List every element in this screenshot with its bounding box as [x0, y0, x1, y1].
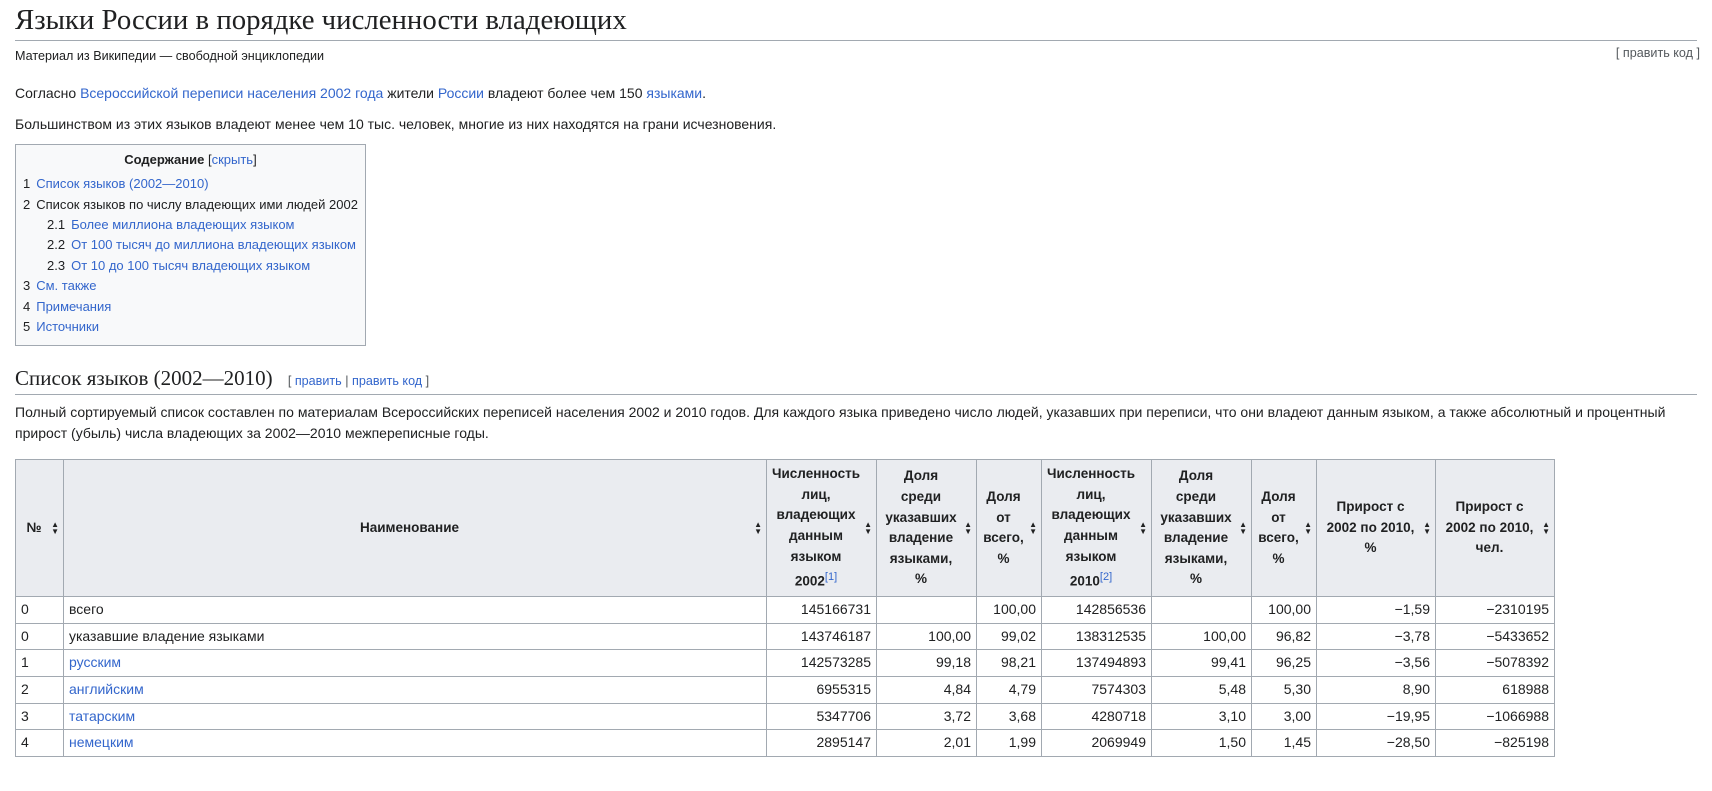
cell-number: 0 — [16, 597, 64, 624]
intro-text: . — [702, 85, 707, 102]
reference-1-link[interactable]: [1] — [824, 571, 838, 584]
language-link[interactable]: русским — [69, 654, 122, 671]
column-header-share-speakers-2002[interactable] — [877, 460, 977, 597]
toc-item[interactable] — [23, 276, 358, 296]
cell-number: 2 — [16, 676, 64, 703]
cell-growth-percent: −3,78 — [1317, 623, 1436, 650]
cell-count-2002: 142573285 — [767, 650, 877, 677]
cell-share-total-2010: 96,82 — [1252, 623, 1317, 650]
cell-growth-percent: −1,59 — [1317, 597, 1436, 624]
section-title: Список языков (2002—2010) — [15, 366, 273, 391]
cell-count-2010: 138312535 — [1042, 623, 1152, 650]
cell-share-speakers-2010: 5,48 — [1152, 676, 1252, 703]
toc-number: 1 — [23, 176, 31, 192]
header-label: Прирост с 2002 по 2010, чел. — [1445, 499, 1534, 556]
census-2002-link[interactable]: Всероссийской переписи населения 2002 года — [80, 85, 384, 102]
russia-link[interactable]: России — [437, 85, 484, 102]
toc-item[interactable] — [23, 195, 358, 215]
reference-2-link[interactable]: [2] — [1099, 571, 1113, 584]
cell-share-total-2010: 96,25 — [1252, 650, 1317, 677]
cell-share-speakers-2002: 3,72 — [877, 703, 977, 730]
cell-count-2002: 2895147 — [767, 730, 877, 757]
column-header-share-total-2010[interactable] — [1252, 460, 1317, 597]
cell-name: всего — [64, 597, 767, 624]
toc-number: 5 — [23, 319, 31, 335]
header-label: № — [26, 519, 42, 535]
intro-text: жители — [383, 85, 438, 102]
intro-paragraph-1 — [15, 82, 1697, 104]
table-row — [16, 650, 1555, 677]
toc-link[interactable]: См. также — [36, 278, 97, 294]
toc-toggle — [208, 152, 257, 167]
sort-icon: ▲ ▼ — [964, 520, 972, 537]
sort-icon: ▲ ▼ — [51, 520, 59, 537]
sort-icon: ▲ ▼ — [1423, 520, 1431, 537]
cell-share-total-2002: 3,68 — [977, 703, 1042, 730]
toc-number: 2 — [23, 196, 31, 212]
cell-count-2010: 2069949 — [1042, 730, 1152, 757]
cell-share-total-2002: 98,21 — [977, 650, 1042, 677]
languages-link[interactable]: языками — [646, 85, 703, 102]
cell-number: 3 — [16, 703, 64, 730]
toc-link[interactable]: От 100 тысяч до миллиона владеющих языком — [71, 237, 356, 253]
toc-title: Содержание — [124, 152, 205, 168]
column-header-number[interactable] — [16, 460, 64, 597]
cell-count-2002: 145166731 — [767, 597, 877, 624]
column-header-count-2010[interactable] — [1042, 460, 1152, 597]
cell-growth-percent: −28,50 — [1317, 730, 1436, 757]
column-header-growth-people[interactable] — [1436, 460, 1555, 597]
cell-count-2002: 6955315 — [767, 676, 877, 703]
cell-share-total-2010: 1,45 — [1252, 730, 1317, 757]
site-tagline: Материал из Википедии — свободной энциклопедии — [15, 49, 325, 64]
section-edit-links — [288, 374, 429, 388]
cell-growth-people: 618988 — [1436, 676, 1555, 703]
cell-share-total-2002: 99,02 — [977, 623, 1042, 650]
cell-share-speakers-2002 — [877, 597, 977, 624]
table-row — [16, 623, 1555, 650]
toc-number: 2.2 — [47, 237, 66, 253]
section-heading — [15, 365, 1697, 394]
section-description: Полный сортируемый список составлен по материалам Всероссийских переписей населения 2002 и 2010 годов. Для каждого языка приведено число людей, указавших при переписи, что они владеют данным языком, а также абсолютный и процентный прирост (убыль) числа владеющих за 2002—2010 межпереписные годы. — [15, 403, 1666, 442]
cell-share-speakers-2002: 99,18 — [877, 650, 977, 677]
table-body — [16, 597, 1555, 757]
toc-item[interactable] — [23, 256, 358, 276]
toc-bracket: [ — [207, 152, 212, 168]
sort-icon: ▲ ▼ — [1239, 520, 1247, 537]
cell-share-speakers-2010 — [1152, 597, 1252, 624]
column-header-name[interactable] — [64, 460, 767, 597]
cell-share-speakers-2002: 4,84 — [877, 676, 977, 703]
toc-link[interactable]: Источники — [36, 319, 99, 335]
table-row — [16, 730, 1555, 757]
cell-growth-percent: −19,95 — [1317, 703, 1436, 730]
cell-share-total-2010: 5,30 — [1252, 676, 1317, 703]
edit-bracket: [ — [287, 374, 295, 389]
sort-icon: ▲ ▼ — [1029, 520, 1037, 537]
sort-icon: ▲ ▼ — [1542, 520, 1550, 537]
toc-number: 2.1 — [47, 217, 66, 233]
toc-item[interactable] — [23, 297, 358, 317]
table-row — [16, 676, 1555, 703]
cell-growth-percent: 8,90 — [1317, 676, 1436, 703]
cell-growth-people: −5078392 — [1436, 650, 1555, 677]
header-label: Численность лиц, владеющих данным языком 2002 — [772, 466, 860, 589]
toc-hide-link[interactable]: скрыть — [211, 152, 254, 168]
table-row — [16, 597, 1555, 624]
column-header-growth-percent[interactable] — [1317, 460, 1436, 597]
edit-separator: | — [341, 374, 353, 389]
sort-icon: ▲ ▼ — [754, 520, 762, 537]
sort-icon: ▲ ▼ — [1304, 520, 1312, 537]
header-label: Доля от всего, % — [983, 488, 1024, 566]
toc-list — [23, 174, 358, 337]
toc-link[interactable]: От 10 до 100 тысяч владеющих языком — [71, 257, 311, 273]
cell-count-2002: 5347706 — [767, 703, 877, 730]
header-label: Прирост с 2002 по 2010, % — [1326, 499, 1415, 556]
cell-growth-people: −825198 — [1436, 730, 1555, 757]
cell-count-2010: 137494893 — [1042, 650, 1152, 677]
cell-share-speakers-2002: 2,01 — [877, 730, 977, 757]
cell-name — [64, 703, 767, 730]
cell-share-total-2002: 4,79 — [977, 676, 1042, 703]
toc-number: 4 — [23, 298, 31, 314]
toc-link[interactable]: Список языков по числу владеющих ими людей 2002 — [36, 196, 358, 212]
table-row — [16, 703, 1555, 730]
toc-number: 2.3 — [47, 257, 66, 273]
language-link[interactable]: английским — [69, 680, 144, 697]
cell-count-2010: 142856536 — [1042, 597, 1152, 624]
language-link[interactable]: немецким — [69, 734, 134, 751]
intro-text: владеют более чем 150 — [484, 85, 647, 102]
page-title: Языки России в порядке численности владеющих — [15, 0, 1697, 41]
toc-link[interactable]: Список языков (2002—2010) — [36, 176, 209, 192]
cell-count-2002: 143746187 — [767, 623, 877, 650]
header-label: Доля среди указавших владение языками, % — [885, 468, 957, 587]
cell-share-speakers-2010: 3,10 — [1152, 703, 1252, 730]
toc-bracket: ] — [253, 152, 257, 168]
languages-table — [15, 459, 1555, 757]
edit-code-link[interactable]: [ править код ] — [1615, 46, 1700, 60]
cell-name — [64, 650, 767, 677]
cell-number: 4 — [16, 730, 64, 757]
edit-bracket: ] — [422, 374, 430, 389]
column-header-share-total-2002[interactable] — [977, 460, 1042, 597]
sort-icon: ▲ ▼ — [1139, 520, 1147, 537]
header-label: Доля от всего, % — [1258, 488, 1299, 566]
cell-share-speakers-2010: 100,00 — [1152, 623, 1252, 650]
toc-item[interactable] — [23, 215, 358, 235]
cell-share-total-2002: 100,00 — [977, 597, 1042, 624]
edit-link[interactable]: править — [294, 374, 342, 389]
cell-count-2010: 4280718 — [1042, 703, 1152, 730]
cell-growth-people: −5433652 — [1436, 623, 1555, 650]
cell-share-total-2002: 1,99 — [977, 730, 1042, 757]
cell-growth-percent: −3,56 — [1317, 650, 1436, 677]
cell-number: 0 — [16, 623, 64, 650]
header-label: Численность лиц, владеющих данным языком 2010 — [1047, 466, 1135, 589]
header-label: Доля среди указавших владение языками, % — [1160, 468, 1232, 587]
cell-count-2010: 7574303 — [1042, 676, 1152, 703]
table-header-row — [16, 460, 1555, 597]
sort-icon: ▲ ▼ — [864, 520, 872, 537]
cell-share-speakers-2002: 100,00 — [877, 623, 977, 650]
table-of-contents — [15, 144, 366, 346]
intro-text: Согласно — [15, 85, 81, 102]
cell-growth-people: −1066988 — [1436, 703, 1555, 730]
cell-share-total-2010: 100,00 — [1252, 597, 1317, 624]
toc-header — [23, 152, 358, 167]
column-header-share-speakers-2010[interactable] — [1152, 460, 1252, 597]
cell-name: указавшие владение языками — [64, 623, 767, 650]
cell-share-total-2010: 3,00 — [1252, 703, 1317, 730]
toc-number: 3 — [23, 278, 31, 294]
cell-number: 1 — [16, 650, 64, 677]
toc-item[interactable] — [23, 174, 358, 194]
toc-link[interactable]: Примечания — [36, 298, 112, 314]
cell-name — [64, 730, 767, 757]
toc-item[interactable] — [23, 235, 358, 255]
cell-name — [64, 676, 767, 703]
intro-paragraph-2: Большинством из этих языков владеют менее чем 10 тыс. человек, многие из них находятся на грани исчезновения. — [15, 115, 777, 132]
cell-growth-people: −2310195 — [1436, 597, 1555, 624]
toc-link[interactable]: Более миллиона владеющих языком — [71, 217, 295, 233]
header-label: Наименование — [359, 519, 460, 535]
column-header-count-2002[interactable] — [767, 460, 877, 597]
toc-item[interactable] — [23, 317, 358, 337]
cell-share-speakers-2010: 99,41 — [1152, 650, 1252, 677]
edit-code-section-link[interactable]: править код — [352, 374, 423, 389]
cell-share-speakers-2010: 1,50 — [1152, 730, 1252, 757]
language-link[interactable]: татарским — [69, 707, 136, 724]
